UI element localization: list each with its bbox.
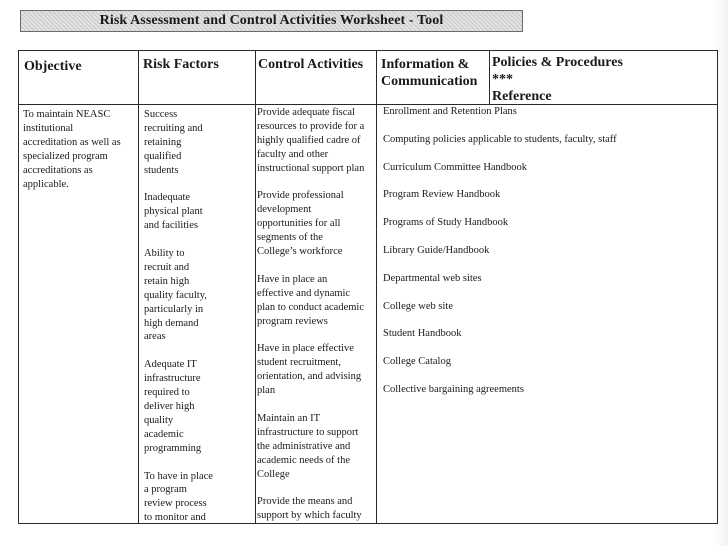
column-divider — [489, 51, 490, 105]
risk-factor-item: Success recruiting and retaining qualified students — [144, 109, 203, 176]
risk-factor-item: Inadequate physical plant and facilities — [144, 192, 203, 232]
information-communication-cell — [383, 105, 713, 411]
risk-factor-item: Ability to recruit and retain high quality faculty, particularly in high demand areas — [144, 248, 207, 343]
information-item: Departmental web sites — [383, 272, 482, 284]
information-item: Programs of Study Handbook — [383, 217, 509, 229]
control-activity-item: Provide adequate fiscal resources to provide for a highly qualified cadre of faculty and other instructional support plan — [257, 107, 365, 174]
information-item: College web site — [383, 300, 453, 312]
information-item: Program Review Handbook — [383, 189, 501, 201]
control-activity-item: Provide professional development opportunities for all segments of the College’s workforce — [257, 190, 344, 258]
worksheet-title: Risk Assessment and Control Activities Worksheet - Tool — [99, 13, 444, 28]
information-item: Enrollment and Retention Plans — [383, 106, 517, 117]
information-item: College Catalog — [383, 356, 451, 368]
information-item: Library Guide/Handbook — [383, 244, 490, 256]
control-activity-item: Provide the means and support by which faculty — [257, 496, 362, 522]
header-information-communication: Information & Communication — [381, 57, 478, 89]
risk-factor-item: Adequate IT infrastructure required to deliver high quality academic programming — [144, 359, 202, 454]
header-risk-factors: Risk Factors — [143, 57, 219, 72]
control-activity-item: Have in place an effective and dynamic plan to conduct academic program reviews — [257, 273, 364, 327]
column-divider — [376, 51, 377, 523]
header-policies-procedures: Policies & Procedures *** Reference — [492, 55, 623, 104]
control-activities-cell — [257, 106, 375, 537]
objective-text: To maintain NEASC institutional accreditation as well as specialized program accreditations as applicable. — [23, 109, 121, 190]
information-item: Student Handbook — [383, 328, 462, 340]
control-activity-item: Have in place effective student recruitment, orientation, and advising plan — [257, 343, 362, 397]
column-divider — [138, 51, 139, 523]
objective-cell — [23, 108, 137, 191]
header-control-activities: Control Activities — [258, 57, 364, 72]
risk-factors-cell — [144, 108, 254, 539]
worksheet-table — [18, 50, 718, 524]
risk-factor-item: To have in place a program review process to monitor and — [144, 470, 213, 524]
title-banner — [20, 10, 523, 32]
information-item: Curriculum Committee Handbook — [383, 161, 528, 173]
header-objective: Objective — [24, 59, 82, 74]
column-divider — [255, 51, 256, 523]
control-activity-item: Maintain an IT infrastructure to support the administrative and academic needs of the College — [257, 412, 359, 480]
information-item: Collective bargaining agreements — [383, 383, 524, 395]
information-item: Computing policies applicable to students, faculty, staff — [383, 133, 617, 145]
